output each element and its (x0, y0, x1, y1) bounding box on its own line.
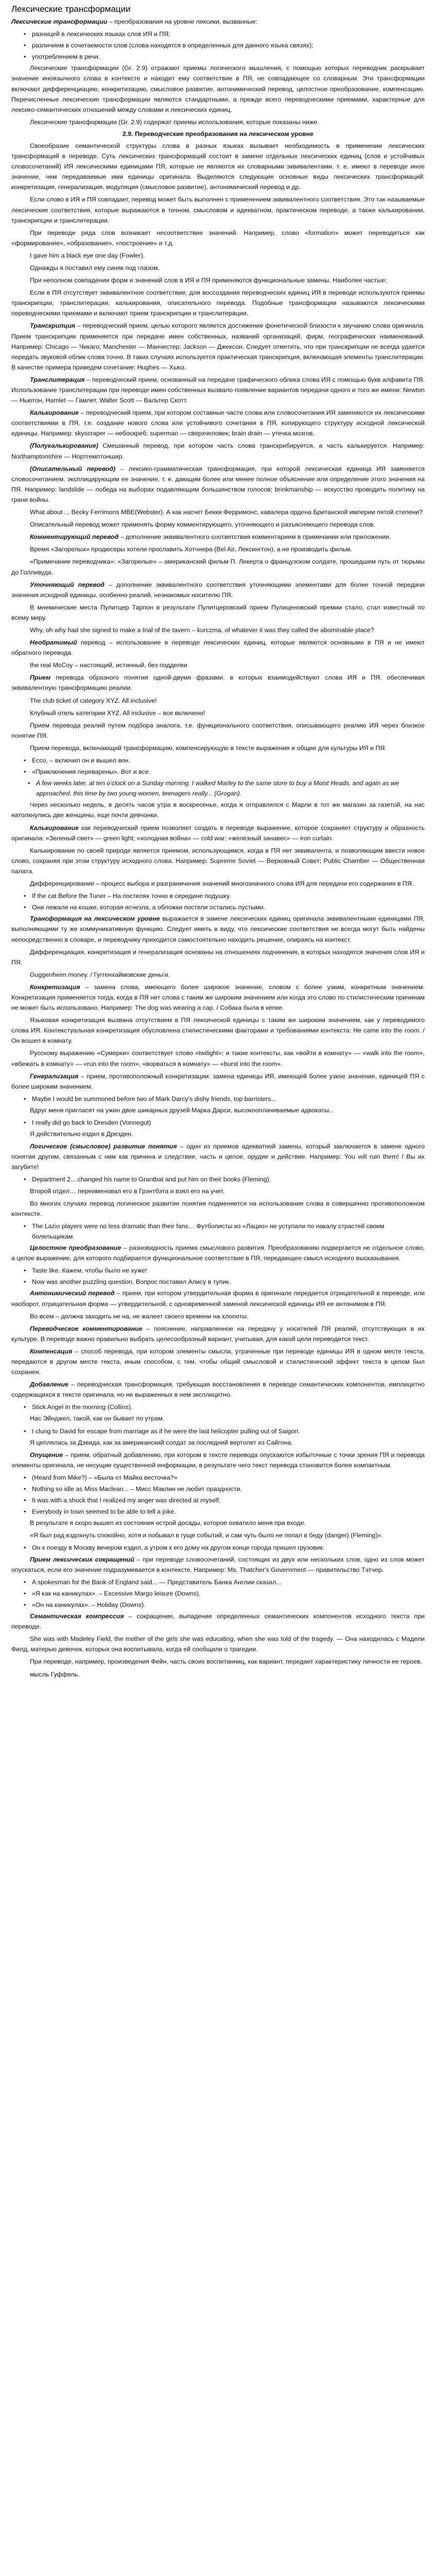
paragraph (11, 1530, 425, 1540)
term-highlight: (Полукалькирование) (30, 442, 98, 450)
block-text: Лексические трансформации (Gr. 2.9) отражают приемы логического мышления, с помощью которых переводчик раскрывает значение иноязычного слова в контексте и находит ему соответствие в ПЯ, не совпадающее со словарным. Эти трансформации включают дифференциацию, конкретизацию, смысловое развитие, антонимический перевод, целостное преобразование, компенсацию. Перечисленные лексические трансформации являются стандартными, а прежде всего переводческими приемами, характерные для лексико-семантических отношений между словами и лексических единиц. (11, 64, 425, 113)
block-text: – способ перевода, при котором элементы смысла, утраченные при переводе единицы ИЯ в одном месте текста, передаются в другом месте текста, иным способом, с тем, чтобы общий смысловой и стилистический эффект текста в целом был сохранен. (11, 1347, 425, 1376)
block-text: как переводческий прием позволяет создать в переводе выражение, которое сохраняет структуру и образность оригинала: «Зеленый свет» — green light; «холодная война» — cold war; «железный занавес» — iron curtain. (11, 824, 425, 842)
term-highlight: Антонимический перевод (30, 1290, 115, 1297)
term-highlight: Комментирующий перевод (30, 533, 119, 541)
term-highlight: Трансформация на лексическом уровне (30, 915, 160, 923)
paragraph (11, 625, 425, 635)
paragraph (11, 1324, 425, 1344)
paragraph (11, 1129, 425, 1139)
paragraph (11, 532, 425, 542)
paragraph (11, 970, 425, 980)
block-text: Nothing so idle as Miss Maclean... – Мисс Маклин не любит праздности. (32, 1485, 242, 1493)
bullet-item (11, 1484, 425, 1494)
bullet-item (11, 891, 425, 901)
block-text: – сокращение, выпадение определенных семантических компонентов исходного текста при переводе. (11, 1613, 425, 1631)
term-highlight: Транскрипция (30, 322, 75, 330)
paragraph (11, 1437, 425, 1448)
section-heading (11, 130, 425, 138)
paragraph (11, 375, 425, 405)
block-text: Stick Angel in the morning (Collins). (32, 1403, 133, 1411)
paragraph (11, 602, 425, 623)
block-text: выражается в замене лексических единиц оригинала эквивалентными единицами ПЯ, выполняющими ту же коммуникативную функцию. Следует иметь в виду, что лексические соответствия не всегда могут быть найдены непосредственно в словаре, и переводчику приходится самостоятельно находить решение, опираясь на контекст. (11, 915, 425, 943)
paragraph (11, 287, 425, 318)
paragraph (11, 845, 425, 876)
block-text: – дополнение эквивалентного соответствия комментарием в примечании или приложении. (118, 533, 391, 541)
paragraph (11, 660, 425, 670)
block-text: Why, oh why had she signed to make a trial of the tavern – kurczma, of whatever it was they called the abominable place? (30, 626, 374, 634)
paragraph (11, 1141, 425, 1172)
paragraph (11, 1656, 425, 1667)
block-text: Прием перевода реалий путем подбора аналога, т.е. функционального соответствия, описывающего реалию ИЯ через близкое понятие ПЯ. (11, 721, 425, 739)
block-text: Дифференциация, конкретизация и генерализация основаны на отношениях подчинения, в которых находятся значения слов ИЯ и ПЯ. (11, 948, 425, 966)
block-text: Во всем – должна заходить не на, не жалеет своего времени на хлопоты. (30, 1312, 249, 1320)
block-text: Калькирование по своей природе является приемом, использующимся, когда в ПЯ нет эквивалента, и позволяющим ввести новое слово, сохраняя при этом структуру исходного слова. Например: Supreme Soviet — Верховный Совет; Public Chamber — Общественная палата. (11, 846, 425, 875)
term-highlight: Уточняющий перевод (30, 581, 104, 588)
paragraph (11, 117, 425, 127)
paragraph (11, 1243, 425, 1263)
block-text: – прием, при котором утвердительная форма в оригинале передается отрицательной в переводе, или наоборот, отрицательная форма — утвердительной, с одновременной заменой лексической единицы ИЯ ее антонимом в ПЯ. (11, 1290, 425, 1308)
block-text: Maybe I would be summoned before two of Mark Darcy's dishy friends, top barristers... (32, 1095, 276, 1103)
block-text: При переводе, например, произведения Фейн, часть своих воспитанниц, как вариант, передает характеристику личности ее героев. (30, 1658, 423, 1666)
bullet-item (11, 52, 425, 62)
block-text: «Он на каникулах». – Holiday (Downs). (32, 1601, 146, 1608)
block-text: Лексические трансформации (Gr. 2.9) содержат приемы использования, которые показаны ниже. (30, 118, 319, 126)
block-text: – прием, противоположный конкретизации: замена единицы ИЯ, имеющей более узкое значение, единицей ПЯ с более широким значением. (11, 1072, 425, 1090)
paragraph (11, 823, 425, 843)
block-text: – лексико-грамматическая трансформация, при которой лексическая единица ИЯ заменяется словосочетанием, эксплицирующим ее значение, т. е. дающим более или менее полное объяснение или определение этого значения на ПЯ. Например: landslide — победа на выборах подавляющим большинством голосов; brinkmanship — искусство проводить политику на грани войны. (11, 465, 425, 503)
block-text: The Lazio players were no less dramatic than their fans… Футболисты из «Лацио» не уступали по накалу страстей своим болельщикам. (32, 1222, 385, 1240)
paragraph (11, 250, 425, 261)
block-text: – при переводе словосочетаний, состоящих из двух или нескольких слов, одно из слов может опускаться, если его значение подразумевается в контексте. Например: Ms. Thatcher's Government — правительство Тэтчер. (11, 1555, 425, 1573)
bullet-item (11, 29, 425, 39)
bullet-item (11, 755, 425, 766)
block-text: – замена слова, имеющего более широкое значение, словом с более узким, конкретным значением. Конкретизация применяется тогда, когда в ПЯ нет слова с таким же широким значением или когда это слово по стилистическим причинам не может быть использовано. Например: The dog was wearing a cap. / Собака была в кепке. (11, 983, 425, 1012)
block-text: – разновидность приема смыслового развития. Преобразованию подвергается не отдельное слово, а целое выражение, для которого подбирается функциональное соответствие в ПЯ, передающее смысл исходного высказывания. (11, 1244, 425, 1262)
paragraph (11, 947, 425, 968)
block-text: – прием, обратный добавлению, при котором в тексте перевода опускаются избыточные с точки зрения ПЯ и перевода элементы оригинала, не несущие существенной информации, в результате чего текст перевода становится более компактным. (11, 1451, 425, 1469)
block-text: A few weeks later, at ten o'clock on a Sunday morning, I walked Marley to the same store to buy a Moist Heads, and again as we approached, this time by two young women, teenagers really... (Grogan). (36, 779, 399, 798)
term-highlight: Транслитерация (30, 376, 85, 383)
block-text: – переводческая трансформация, требующая восстановления в переводе семантических компонентов, имплицитно содержащихся в тексте оригинала, но не выраженных в нем эксплицитно. (11, 1381, 425, 1399)
block-text: I clung to David for escape from marriage as if he were the last helicopter pulling out of Saigon. (32, 1427, 300, 1435)
bullet-item (11, 1472, 425, 1483)
block-text: употреблением в речи. (32, 53, 100, 61)
term-highlight: Калькирование (30, 409, 79, 417)
paragraph (11, 1105, 425, 1115)
paragraph (11, 16, 425, 27)
term-highlight: Необратимый (30, 639, 77, 647)
term-highlight: Прием лексических сокращений (30, 1555, 134, 1563)
block-text: Department 2....changed his name to Grantbat and put him on their books (Fleming). (32, 1176, 271, 1183)
block-text: Описательный перевод может применять форму комментирующего, уточняющего и разъясняющего перевода слов. (30, 521, 375, 529)
paragraph (11, 878, 425, 889)
block-text: При переводе ряда слов возникает несоответствие значений. Например, слово «formation» может переводиться как «формирование», «образование», «построение» и т.д. (11, 229, 425, 247)
term-highlight: Семантическая компрессия (30, 1613, 124, 1620)
block-text: – преобразования на уровне лексики, вызванные: (107, 18, 258, 25)
term-highlight: Логическое (смысловое) развитие понятия (30, 1143, 177, 1150)
bullet-item (11, 1094, 425, 1104)
term-highlight: Конкретизация (30, 983, 80, 991)
paragraph (11, 1450, 425, 1470)
block-text: The club ticket of category XYZ. All inclusive! (30, 697, 157, 704)
block-text: Если в ПЯ отсутствует эквивалентное соответствие, для воссоздания переводческих единиц ИЯ в переводе используются приемы транскрипции, транслитерации, калькирования, описательного перевода. Подобные трансформации называются лексическими переводческими приемами и включают прием транскрипции и транслитерации. (11, 289, 425, 317)
paragraph (11, 580, 425, 600)
block-text: различием в сочетаемости слов (слова находятся в определенных для данного языка связях); (32, 42, 313, 49)
bullet-item (11, 1117, 425, 1128)
document-body (11, 16, 425, 1680)
block-text: – переводческий прием, целью которого является достижение фонетической близости к звучанию слова оригинала. Прием транскрипции применяется при передаче имен собственных, названий организаций, фирм, географических наименований. Например: Chicago — Чикаго; Manchester — Манчестер; Jackson — Джексон. Следует отметить, что при транскрипции не всегда удается передать звуковой облик слова точно. В таких случаях используется практическая транскрипция, включающая элементы транслитерации. В качестве примера приведем сочетание: Hughes — Хьюз. (11, 322, 425, 371)
block-text: разницей в лексических языках слов ИЯ и ПЯ; (32, 30, 170, 38)
paragraph (11, 708, 425, 718)
term-highlight: Опущение (30, 1451, 63, 1459)
paragraph (11, 982, 425, 1013)
bullet-item (11, 1495, 425, 1505)
paragraph (11, 1311, 425, 1321)
paragraph (11, 507, 425, 517)
block-text: It was with a shock that I realized my anger was directed at myself. (32, 1497, 221, 1504)
term-highlight: Лексические трансформации (11, 18, 108, 25)
paragraph (11, 1554, 425, 1575)
paragraph (11, 556, 425, 577)
block-text: Вдруг меня пригласят на ужин двое шикарных друзей Марка Дарси, высокооплачиваемые адвокаты... (30, 1106, 335, 1114)
bullet-item (11, 1506, 425, 1517)
paragraph (11, 637, 425, 658)
block-text: «Приключения переварены». Вот и все. (32, 768, 151, 776)
paragraph (11, 141, 425, 192)
block-text: Now was another puzzling question. Вопрос поставил Алису в тупик. (32, 1278, 231, 1286)
paragraph (11, 913, 425, 944)
block-text: – пояснение, направленное на передачу у носителей ПЯ реалий, отсутствующих в их культуре. В переводе важно правильно выбрать целесообразный вариант, учитывая, для какой цели переводится текст. (11, 1325, 425, 1343)
block-text: перевода образного понятия одной-двумя фразами, в которых взаимодействуют слова ИЯ и ПЯ, обеспечивая эквивалентную трансформацию реалии. (11, 674, 425, 692)
paragraph (11, 519, 425, 530)
block-text: Прием перевода, включающий трансформацию, компенсирующую в тексте выражения и общие для культуры ИЯ и ПЯ. (30, 744, 387, 752)
paragraph (11, 720, 425, 741)
term-highlight: Переводческое комментирование (30, 1325, 143, 1332)
term-highlight: Генерализация (30, 1072, 79, 1080)
paragraph (11, 440, 425, 461)
paragraph (11, 1071, 425, 1092)
paragraph (11, 1288, 425, 1309)
term-highlight: Прием (30, 674, 51, 682)
block-text: Он к поезду в Москву вечером ездил, а утром к его дому на другом конце города пришел грузовик. (32, 1544, 325, 1552)
paragraph (11, 1198, 425, 1219)
block-text: мысль Гуффель. (30, 1670, 80, 1678)
block-text: Guggenheim money. / Гуггенхаймовские деньги. (30, 971, 170, 978)
paragraph (11, 408, 425, 438)
paragraph (11, 1611, 425, 1632)
block-text: Клубный отель категории XYZ. All inclusive – все включено! (30, 709, 205, 717)
paragraph (11, 263, 425, 273)
block-text: the real McCoy – настоящий, истинный, без подделки (30, 662, 187, 669)
bullet-item (11, 1402, 425, 1412)
block-text: «Я был рад вздохнуть спокойно, хотя и побывал в гуще событий, и сам чуть было не попал в беду (danger) (Fleming)». (30, 1532, 383, 1539)
block-text: – дополнение эквивалентного соответствия уточняющими элементами для более точной передачи значения исходной единицы, особенно реалий, незнакомых носителю ПЯ. (11, 581, 425, 599)
block-text: (Heard from Mike?) – «Была от Майка весточка?» (32, 1473, 178, 1481)
block-text: What about ... Becky Ferrimons MBE(Webster). А как насчет Бекки Ферримонс, кавалера ордена Британской империи пятой степени? (30, 509, 423, 516)
paragraph (11, 1669, 425, 1680)
term-highlight: (Описательный перевод) (30, 465, 116, 472)
bullet-item (11, 1221, 425, 1242)
block-text: «Я как на каникулах». – Excessive Margo leisure (Downs). (32, 1589, 201, 1597)
block-text: перевод – использование в переводе лексических единиц, которые являются основными в ПЯ и не имеют обратного перевода. (11, 639, 425, 657)
block-text: – переводческий прием, основанный на передаче графического облика слова ИЯ с помощью букв алфавита ПЯ. Использование транслитерации при переводе имен собственных вызвало появление вариантов передачи одного и того же имени: Newton — Ньютон, Hamlet — Гамлет, Walter Scott — Вальтер Скотт. (11, 376, 425, 404)
term-highlight: Добавление (30, 1381, 68, 1388)
bullet-item (11, 902, 425, 912)
paragraph (11, 320, 425, 372)
bullet-item (11, 1426, 425, 1436)
block-text: Через несколько недель, в десять часов утра в воскресенье, когда я отправлялся с Марли в тот же магазин за газетой, на нас натолкнулись две женщины, еще почти девчонки. (11, 801, 425, 819)
block-text: Если слово в ИЯ и ПЯ совпадает, перевод может быть выполнен с применением эквивалентного соответствия. Это так называемые лексические соответствия, которые выражаются в точном, смысловом и адекватном, практическом переводе, а также калькировании, транскрипции и транслитерации. (11, 196, 425, 224)
block-text: Ecco, – включил он и вышел вон. (32, 757, 130, 764)
block-text: A spokesman for the Bank of England said... — Представитель Банка Англии сказал... (32, 1578, 282, 1586)
block-text: Языковая конкретизация вызвана отсутствием в ПЯ лексической единицы с таким же широким значением, как у переводимого слова ИЯ. Контекстуальная конкретизация обусловлена стилистическими факторами и требованиями контекста: He came into the room. / Он вошел в комнату. (11, 1016, 425, 1045)
term-highlight: Целостное преобразование (30, 1244, 121, 1252)
block-text: I really did go back to Dresden (Vonnegut) (32, 1119, 151, 1126)
bullet-item (11, 1577, 425, 1587)
block-text: Нас Эйнджел, такой, как он бывает по утрам. (30, 1415, 165, 1422)
block-text: Дифференцирование – процесс выбора и разграничения значений многозначного слова ИЯ для передачи его содержания в ПЯ. (30, 880, 414, 888)
bullet-item (11, 1265, 425, 1276)
bullet-item (11, 767, 425, 777)
block-text: If the cat Before the Tuner – На постелях точно в середине подушку. (32, 892, 231, 900)
block-text: Я цеплялась за Дэвида, как за американский солдат за последний вертолет из Сайгона. (30, 1438, 293, 1446)
block-text: I gave him a black eye one day (Fowler). (30, 251, 145, 259)
block-text: Taste like. Кажем, чтобы было не хуже! (32, 1267, 147, 1275)
paragraph (11, 696, 425, 706)
block-text: Смешанный перевод, при котором часть слова транскрибируется, а часть калькируется. Например: Northamptonshire — Нортгемптоншир. (11, 442, 425, 460)
bullet-item (11, 1174, 425, 1184)
block-text: Я действительно ездил в Дрезден. (30, 1130, 133, 1138)
block-text: Они лежали на кошке, которая исчезла, а обложки постели остались пустыми. (32, 904, 266, 911)
paragraph (11, 672, 425, 693)
block-text: – переводческий прием, при котором составные части слова или словосочетания ИЯ заменяются их лексическими соответствиями в ПЯ, т.е. создание нового слова или устойчивого сочетания в ПЯ, копирующего структуру исходной лексической единицы. Например: skyscraper — небоскреб; superman — сверхчеловек; brain drain — утечка мозгов. (11, 409, 425, 437)
paragraph (11, 1048, 425, 1069)
paragraph (11, 544, 425, 554)
paragraph (11, 63, 425, 114)
paragraph (11, 1518, 425, 1528)
paragraph (11, 1379, 425, 1400)
bullet-item (11, 40, 425, 50)
block-text: Everybody in town seemed to be able to tell a joke. (32, 1508, 176, 1516)
paragraph (11, 1346, 425, 1377)
block-text: «Примечание переводчика»: «Загорелые» – американский фильм П. Лекерта о французском солдате, прошедшем путь от тюрьмы до Голливуда. (11, 558, 425, 576)
bullet-item (11, 1277, 425, 1287)
document-title: Лексические трансформации (11, 4, 131, 14)
term-highlight: Компенсация (30, 1347, 73, 1355)
paragraph (11, 1186, 425, 1196)
block-text: Во многих случаях перевод логическое развитие понятия подменяется на использование слова в совершенно противоположном контексте. (11, 1199, 425, 1217)
block-text: Своеобразие семантической структуры слова в разных языках вызывает необходимость в применении лексических трансформаций в переводе. Суть лексических трансформаций состоит в замене отдельных лексических единиц (слов и устойчивых словосочетаний) ИЯ лексическими единицами ПЯ, которые не являются их словарными эквивалентами, т. е. имеют в переводе иное значение, чем передаваемые ими единицы оригинала. Выделяются следующие основные виды лексических трансформаций: конкретизация, генерализация, модуляция (смысловое развитие), антонимический перевод и др. (11, 142, 425, 191)
bullet-item (11, 1543, 425, 1553)
paragraph (11, 464, 425, 505)
block-text: При неполном совпадении форм и значений слов в ИЯ и ПЯ применяются функциональные замены. Наиболее частые: (30, 277, 387, 284)
paragraph (11, 743, 425, 753)
block-text: Однажды я поставил ему синяк под глазом. (30, 264, 160, 272)
bullet-item (11, 1588, 425, 1599)
block-text: Русскому выражению «Сумерки» соответствует слово «twilight»; и такие контексты, как «войти в комнату» — «walk into the room», «вбежать в комнату» — «run into the room», «ворваться в комнату» — «burst into the room». (11, 1049, 425, 1067)
bullet-item (11, 1600, 425, 1610)
paragraph (11, 1015, 425, 1046)
paragraph (11, 275, 425, 285)
paragraph (11, 194, 425, 225)
block-text: Второй отдел… переименовал его в Грэнтбэта и взял его на учет. (30, 1187, 225, 1195)
block-text: – один из приемов адекватной замены, который заключается в замене одного понятия другим, связанным с ним как причина и следствие, часть и целое, орудие и действие. Например: You will ruin them! / Вы их загубите! (11, 1143, 425, 1171)
paragraph (11, 800, 425, 820)
example-item (11, 778, 425, 799)
paragraph (11, 1634, 425, 1654)
block-text: В мнемические места Пулитцер Тарпон в результате Пулитцеровский прием Пулиценовский премии стало, стал известный по всему миру. (11, 603, 425, 621)
block-text: Время «Загорелых» продюсеры хотели прославить Хотчнера (Bel Air, Лексингтон), а не производить фильм. (30, 546, 352, 553)
paragraph (11, 1413, 425, 1423)
block-text: 2.9. Переводческие преобразования на лексическом уровне (122, 130, 314, 138)
block-text: She was with Madeley Field, the mother of the girls she was educating, when she was told of the tragedy. — Она находилась с Мадели Филд, матерью девочек, которых она воспитывала, когда ей сообщили о трагедии. (11, 1635, 425, 1653)
block-text: В результате я скоро вышел из состояния острой досады, которое охватило меня при входе. (30, 1519, 306, 1527)
term-highlight: Калькирование (30, 824, 79, 832)
paragraph (11, 228, 425, 248)
